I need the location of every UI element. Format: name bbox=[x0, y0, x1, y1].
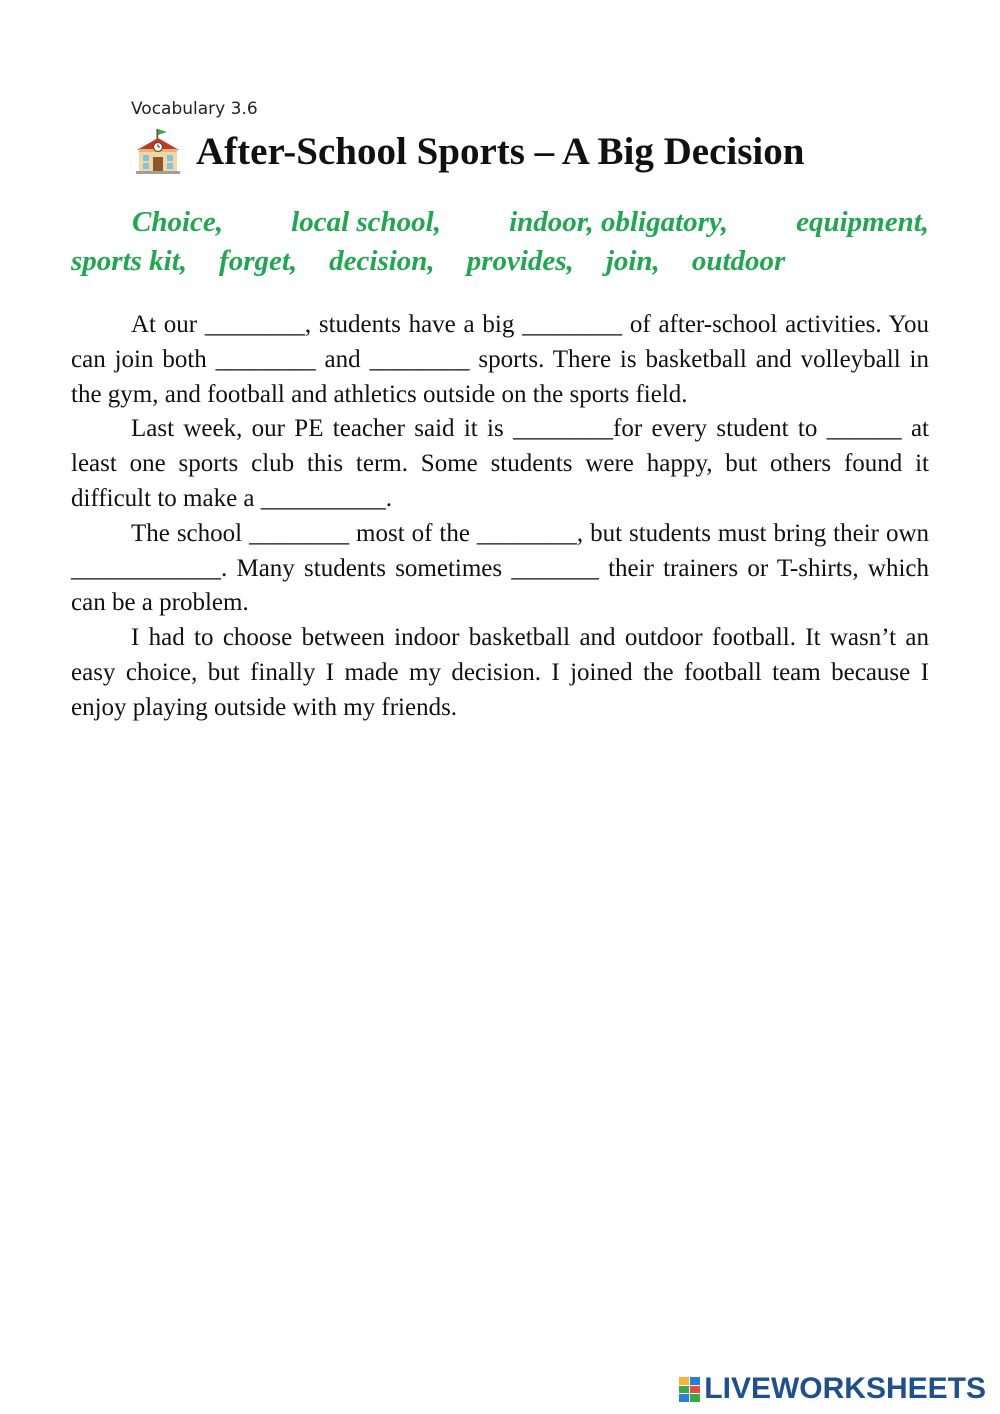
passage-text: at least one sports club this term. Some students were happy, but others found it difficult to make a bbox=[71, 415, 929, 512]
passage-text: . Many students sometimes bbox=[221, 554, 512, 582]
passage-text: and bbox=[315, 345, 370, 373]
word-bank-item: provides, bbox=[466, 245, 574, 277]
passage-text: At our bbox=[131, 311, 205, 338]
passage-text: their trainers or T-shirts, which can be a problem. bbox=[71, 554, 929, 617]
passage-text: The school bbox=[131, 519, 250, 547]
word-bank-item: equipment, bbox=[796, 206, 929, 238]
title-row bbox=[134, 128, 804, 174]
passage-text: Last week, our PE teacher said it is bbox=[131, 415, 514, 443]
reading-passage bbox=[71, 308, 929, 726]
word-bank-line-2 bbox=[71, 242, 929, 281]
answer-blank[interactable]: ________ bbox=[204, 311, 305, 338]
word-bank-item: decision, bbox=[329, 245, 435, 277]
paragraph-3 bbox=[71, 517, 929, 621]
answer-blank[interactable]: ________ bbox=[476, 519, 577, 547]
passage-text: most of the bbox=[349, 519, 477, 547]
passage-text: of after-school activities. You can join both bbox=[71, 311, 929, 373]
answer-blank[interactable]: ________ bbox=[522, 311, 623, 338]
passage-text: sports. There is basketball and volleyball in the gym, and football and athletics outside on the sports field. bbox=[71, 345, 929, 408]
paragraph-2 bbox=[71, 412, 929, 516]
paragraph-4 bbox=[71, 621, 929, 725]
passage-text: I had to choose between indoor basketball and outdoor football. It wasn’t an easy choice, but finally I made my decision. I joined the football team because I enjoy playing outside with my friends. bbox=[71, 624, 929, 721]
answer-blank[interactable]: ________ bbox=[513, 415, 614, 443]
passage-text: . bbox=[385, 484, 393, 512]
passage-text: , students have a big bbox=[304, 311, 523, 338]
page-title: After-School Sports – A Big Decision bbox=[196, 129, 805, 173]
answer-blank[interactable]: ________ bbox=[249, 519, 350, 547]
answer-blank[interactable]: __________ bbox=[260, 484, 386, 512]
word-bank-item: Choice, bbox=[132, 206, 224, 238]
answer-blank[interactable]: ____________ bbox=[71, 554, 221, 582]
liveworksheets-logo-text: LIVEWORKSHEETS bbox=[704, 1372, 986, 1405]
liveworksheets-logo[interactable] bbox=[679, 1372, 986, 1406]
word-bank-line-1 bbox=[71, 203, 929, 242]
passage-text: for every student to bbox=[613, 415, 827, 443]
passage-text: , but students must bring their own bbox=[576, 519, 930, 547]
word-bank-item: forget, bbox=[219, 245, 298, 277]
school-icon bbox=[134, 128, 182, 174]
answer-blank[interactable]: ________ bbox=[369, 345, 470, 373]
word-bank-item: outdoor bbox=[691, 245, 786, 277]
word-bank-item: sports kit, bbox=[71, 245, 188, 277]
answer-blank[interactable]: ______ bbox=[826, 415, 902, 443]
word-bank-item: join, bbox=[605, 245, 660, 277]
answer-blank[interactable]: ________ bbox=[215, 345, 316, 373]
paragraph-1 bbox=[71, 308, 929, 412]
answer-blank[interactable]: _______ bbox=[511, 554, 599, 582]
liveworksheets-logo-icon bbox=[679, 1375, 701, 1403]
word-bank-item: local school, bbox=[291, 206, 441, 238]
worksheet-subtitle: Vocabulary 3.6 bbox=[131, 99, 258, 119]
word-bank bbox=[71, 203, 929, 281]
word-bank-item: indoor, obligatory, bbox=[509, 206, 728, 238]
